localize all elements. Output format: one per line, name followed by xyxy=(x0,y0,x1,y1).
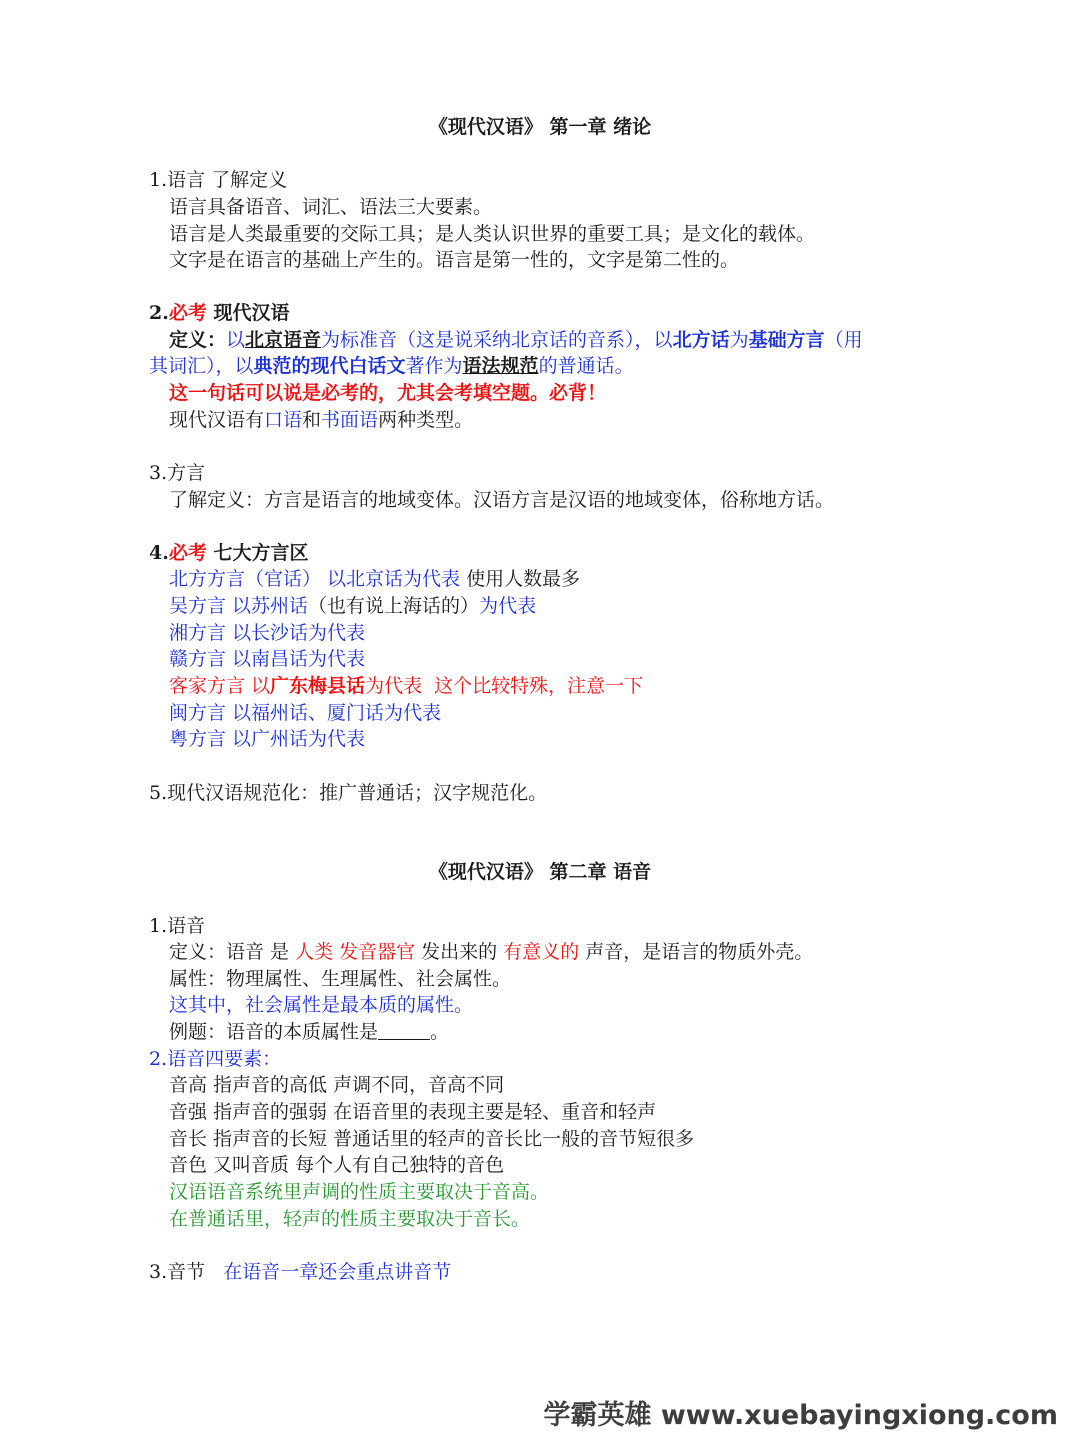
body-text: 现代汉语有 xyxy=(169,409,265,431)
definition-text: 以 xyxy=(226,329,246,351)
section-title: 现代汉语 xyxy=(206,302,290,324)
dialect-row: 粤方言 以广州话为代表 xyxy=(169,728,366,750)
definition-line xyxy=(169,327,969,354)
dialect-text: 为代表 这个比较特殊，注意一下 xyxy=(365,675,644,697)
key-term: 广东梅县话 xyxy=(270,675,366,697)
body-text: 发出来的 xyxy=(415,941,504,963)
dialect-note: 使用人数最多 xyxy=(460,568,581,590)
definition-text: 的普通话。 xyxy=(538,355,634,377)
section-2-heading xyxy=(149,300,949,327)
body-line: 属性：物理属性、生理属性、社会属性。 xyxy=(169,968,512,990)
definition-line xyxy=(169,939,969,966)
dialect-note: （也有说上海话的） xyxy=(308,595,480,617)
must-test-tag: 必考 xyxy=(168,542,207,564)
body-note: 这其中，社会属性是最本质的属性。 xyxy=(169,994,474,1016)
body-text: 声音，是语言的物质外壳。 xyxy=(579,941,814,963)
chapter-1-title: 《现代汉语》 第一章 绪论 xyxy=(428,116,652,138)
definition-label: 定义： xyxy=(169,329,227,351)
dialect-row: 湘方言 以长沙话为代表 xyxy=(169,622,366,644)
section-number: 4. xyxy=(149,542,169,564)
definition-text: 著作为 xyxy=(405,355,463,377)
section-5-heading: 5.现代汉语规范化：推广普通话；汉字规范化。 xyxy=(149,782,548,804)
definition-text: 为标准音（这是说采纳北京话的音系），以 xyxy=(321,329,673,351)
dialect-row: 闽方言 以福州话、厦门话为代表 xyxy=(169,702,442,724)
definition-text: 其词汇），以 xyxy=(149,355,254,377)
key-term: 有意义的 xyxy=(503,941,580,963)
key-term: 典范的现代白话文 xyxy=(253,355,406,377)
section-title: 七大方言区 xyxy=(206,542,309,564)
body-line: 了解定义：方言是语言的地域变体。汉语方言是汉语的地域变体，俗称地方话。 xyxy=(169,489,835,511)
dialect-row xyxy=(169,593,969,620)
section-2-heading: 2.语音四要素： xyxy=(149,1048,282,1070)
section-note: 在语音一章还会重点讲音节 xyxy=(223,1261,452,1283)
question-text: 。 xyxy=(430,1021,450,1043)
dialect-text: 为代表 xyxy=(479,595,537,617)
key-term: 人类 发音器官 xyxy=(295,941,416,963)
body-line: 语言具备语音、词汇、语法三大要素。 xyxy=(169,196,493,218)
dialect-row xyxy=(169,673,969,700)
dialect-text: 北方方言（官话） 以北京话为代表 xyxy=(169,568,461,590)
dialect-row: 赣方言 以南昌话为代表 xyxy=(169,648,366,670)
chapter-2-title: 《现代汉语》 第二章 语音 xyxy=(428,861,652,883)
body-text: 定义：语音 是 xyxy=(169,941,296,963)
key-term: 北京语音 xyxy=(245,329,322,351)
body-text: 和 xyxy=(302,409,322,431)
must-test-tag: 必考 xyxy=(168,302,207,324)
watermark-footer: 学霸英雄 www.xuebayingxiong.com xyxy=(543,1400,1058,1431)
definition-text: （用 xyxy=(824,329,863,351)
dialect-row xyxy=(169,566,969,593)
section-1-heading: 1.语音 xyxy=(149,915,206,937)
green-note: 汉语语音系统里声调的性质主要取决于音高。 xyxy=(169,1181,550,1203)
section-title: 3.音节 xyxy=(149,1261,206,1283)
key-term: 基础方言 xyxy=(748,329,825,351)
element-row: 音色 又叫音质 每个人有自己独特的音色 xyxy=(169,1154,505,1176)
section-3-heading xyxy=(149,1259,949,1286)
element-row: 音强 指声音的强弱 在语音里的表现主要是轻、重音和轻声 xyxy=(169,1101,657,1123)
definition-line-2 xyxy=(149,353,949,380)
section-4-heading xyxy=(149,540,949,567)
section-3-heading: 3.方言 xyxy=(149,462,206,484)
key-term: 书面语 xyxy=(321,409,379,431)
answer-blank xyxy=(378,1021,430,1040)
element-row: 音高 指声音的高低 声调不同，音高不同 xyxy=(169,1074,505,1096)
key-term: 口语 xyxy=(264,409,303,431)
question-text: 例题：语音的本质属性是 xyxy=(169,1021,379,1043)
key-term: 北方话 xyxy=(672,329,730,351)
definition-text: 为 xyxy=(729,329,749,351)
key-term: 语法规范 xyxy=(462,355,539,377)
types-line xyxy=(169,407,969,434)
dialect-text: 客家方言 以 xyxy=(169,675,271,697)
body-line: 语言是人类最重要的交际工具；是人类认识世界的重要工具；是文化的载体。 xyxy=(169,223,816,245)
section-1-heading: 1.语言 了解定义 xyxy=(149,169,288,191)
must-memorize-note: 这一句话可以说是必考的，尤其会考填空题。必背！ xyxy=(169,382,607,404)
dialect-text: 吴方言 以苏州话 xyxy=(169,595,309,617)
example-question xyxy=(169,1019,969,1046)
element-row: 音长 指声音的长短 普通话里的轻声的音长比一般的音节短很多 xyxy=(169,1128,695,1150)
body-line: 文字是在语言的基础上产生的。语言是第一性的，文字是第二性的。 xyxy=(169,249,740,271)
section-number: 2. xyxy=(149,302,169,324)
green-note: 在普通话里，轻声的性质主要取决于音长。 xyxy=(169,1208,531,1230)
body-text: 两种类型。 xyxy=(378,409,474,431)
